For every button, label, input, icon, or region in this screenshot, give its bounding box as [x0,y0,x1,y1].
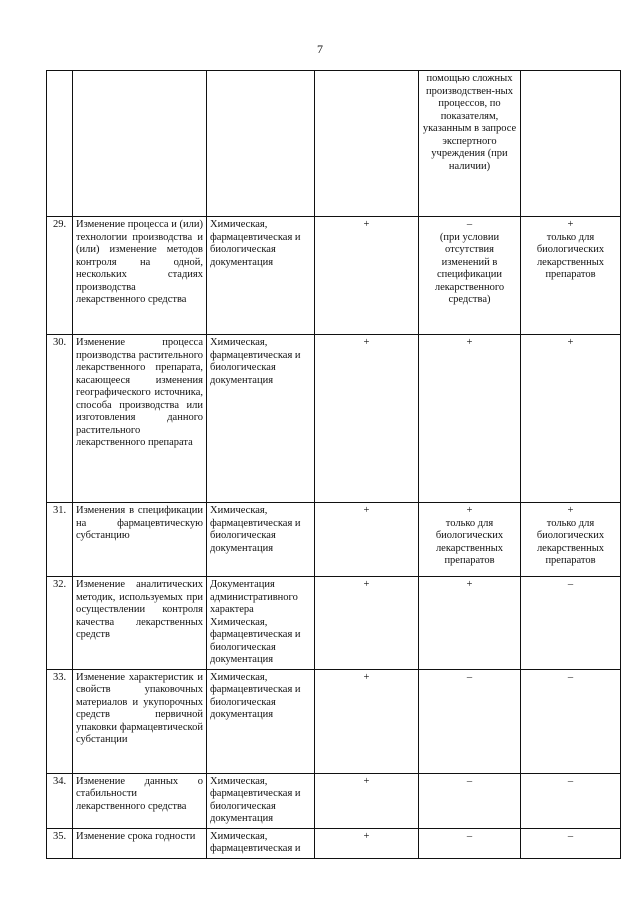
table-row-32 [47,577,621,670]
mark-sign: + [363,337,370,348]
mark-cell-3 [521,335,621,503]
mark-cell-2 [419,335,521,503]
mark-note: только для биологических лекарственных препаратов [435,517,504,566]
mark-sign: + [363,830,370,842]
mark-cell [315,71,419,217]
required-documentation: Химическая, фармацевтическая и биологическая документация [207,217,315,335]
page-number: 7 [317,42,323,56]
mark-note: (при условии отсутствия изменений в спецификации лекарственного средства) [434,231,505,305]
mark-cell-3 [521,503,621,577]
table-row-34 [47,773,621,828]
change-cell [73,71,207,217]
docs-cell [207,71,315,217]
required-documentation: Химическая, фармацевтическая и [207,828,315,858]
required-documentation: Химическая, фармацевтическая и биологическая документация [207,669,315,773]
mark-cell-1 [315,669,419,773]
mark-sign: + [567,219,574,230]
table-row-33 [47,669,621,773]
table-row-35 [47,828,621,858]
mark-cell-2 [419,503,521,577]
required-documentation: Химическая, фармацевтическая и биологическая документация [207,773,315,828]
mark-sign: + [363,579,370,590]
table-row-continuation [47,71,621,217]
row-number: 32. [47,577,73,670]
mark-cell-1 [315,577,419,670]
row-number: 33. [47,669,73,773]
mark-sign: – [466,775,473,787]
mark-sign: + [363,775,370,787]
mark-sign: + [363,671,370,683]
mark-cell-2 [419,217,521,335]
required-documentation: Химическая, фармацевтическая и биологическая документация [207,503,315,577]
change-description: Изменение характеристик и свойств упаковочных материалов и укупорочных средств первичной упаковки фармацевтической субстанции [73,669,207,773]
change-description: Изменение процесса и (или) технологии производства и (или) изменение методов контроля на одной, нескольких стадиях производства лекарственного средства [73,217,207,335]
change-description: Изменение процесса производства растительного лекарственного препарата, касающееся изменения географического источника, способа производства или изготовления данного растительного лекарственного препарата [73,335,207,503]
mark-sign: – [466,671,473,683]
mark-sign: – [567,830,574,842]
mark-cell-1 [315,773,419,828]
mark-note: только для биологических лекарственных препаратов [536,231,605,280]
mark-cell-2 [419,669,521,773]
row-number: 29. [47,217,73,335]
mark-sign: – [567,775,574,787]
mark-sign: – [466,830,473,842]
required-documentation: Химическая, фармацевтическая и биологическая документация [207,335,315,503]
change-description: Изменения в спецификации на фармацевтическую субстанцию [73,503,207,577]
mark-cell-continuation: помощью сложных производствен-ных процессов, по показателям, указанным в запросе экспертного учреждения (при наличии) [419,71,521,217]
row-number: 34. [47,773,73,828]
mark-sign: + [567,337,574,348]
row-number: 35. [47,828,73,858]
row-number: 30. [47,335,73,503]
mark-cell [521,71,621,217]
mark-cell-2 [419,828,521,858]
table-row-30 [47,335,621,503]
mark-cell-3 [521,669,621,773]
change-description: Изменение данных о стабильности лекарственного средства [73,773,207,828]
mark-sign: – [466,219,473,230]
mark-cell-3 [521,828,621,858]
required-documentation: Документация административного характера Химическая, фармацевтическая и биологическая документация [207,577,315,670]
mark-cell-2 [419,577,521,670]
changes-table [46,70,621,859]
mark-sign: + [363,505,370,516]
row-number: 31. [47,503,73,577]
mark-sign: + [363,219,370,230]
table-row-31 [47,503,621,577]
mark-cell-2 [419,773,521,828]
mark-sign: – [567,671,574,683]
mark-cell-1 [315,217,419,335]
change-description: Изменение срока годности [73,828,207,858]
mark-sign: – [567,579,574,590]
mark-note: только для биологических лекарственных препаратов [536,517,605,566]
change-description: Изменение аналитических методик, используемых при осуществлении контроля качества лекарственных средств [73,577,207,670]
num-cell [47,71,73,217]
mark-cell-1 [315,503,419,577]
mark-cell-3 [521,773,621,828]
mark-sign: + [466,505,473,516]
mark-sign: + [567,505,574,516]
mark-cell-1 [315,828,419,858]
mark-sign: + [466,337,473,348]
mark-cell-3 [521,577,621,670]
mark-cell-3 [521,217,621,335]
mark-cell-1 [315,335,419,503]
mark-sign: + [466,579,473,590]
table-row-29 [47,217,621,335]
